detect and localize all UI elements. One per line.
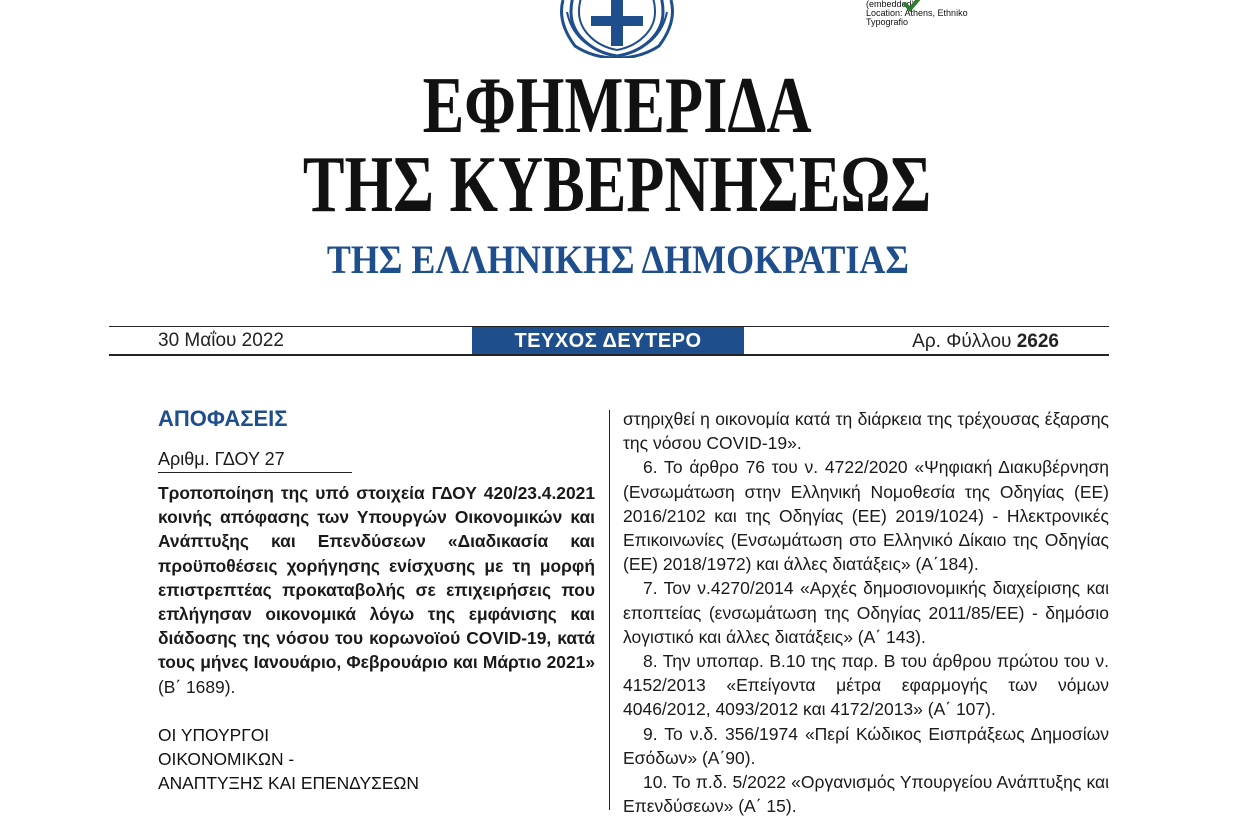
sheet-number-value: 2626	[1016, 331, 1059, 352]
masthead-title-line2: ΤΗΣ ΚΥΒΕΡΝΗΣΕΩΣ	[302, 141, 932, 229]
sheet-number	[912, 331, 1059, 353]
decision-title-text: Τροποποίηση της υπό στοιχεία ΓΔΟΥ 420/23.4.2021 κοινής απόφασης των Υπουργών Οικονομικών και Ανάπτυξης και Επενδύσεων «Διαδικασία και προϋποθέσεις χορήγησης ενίσχυσης με τη μορφή επιστρεπτέας προκαταβολής σε επιχειρήσεις που επλήγησαν οικονομικά λόγω της εμφάνισης και διάδοσης της νόσου του κορωνοϊού COVID-19, κατά τους μήνες Ιανουάριο, Φεβρουάριο και Μάρτιο 2021»	[158, 483, 595, 673]
left-column	[158, 404, 595, 795]
masthead-subtitle: ΤΗΣ ΕΛΛΗΝΙΚΗΣ ΔΗΜΟΚΡΑΤΙΑΣ	[326, 237, 909, 282]
ministers-line2: ΟΙΚΟΝΟΜΙΚΩΝ -	[158, 748, 295, 769]
ministers-heading	[158, 723, 595, 795]
list-item-10: 10. Το π.δ. 5/2022 «Οργανισμός Υπουργείου Ανάπτυξης και Επενδύσεων» (Α΄ 15).	[623, 772, 1109, 817]
ministers-line3: ΑΝΑΠΤΥΞΗΣ ΚΑΙ ΕΠΕΝΔΥΣΕΩΝ	[158, 772, 419, 793]
issue-type-badge: ΤΕΥΧΟΣ ΔΕΥΤΕΡΟ	[472, 327, 744, 354]
issue-date: 30 Μαΐου 2022	[158, 330, 284, 351]
digital-signature	[866, 0, 968, 27]
list-item-6: 6. Το άρθρο 76 του ν. 4722/2020 «Ψηφιακή Διακυβέρνηση (Ενσωμάτωση στην Ελληνική Νομοθεσία της Οδηγίας (ΕΕ) 2016/2102 και της Οδηγίας (ΕΕ) 2019/1024) - Ηλεκτρονικές Επικοινωνίες (Ενσωμάτωση στο Ελληνικό Δίκαιο της Οδηγίας (ΕΕ) 2018/1972) και άλλες διατάξεις» (Α΄184).	[623, 457, 1109, 575]
continuation-paragraph: στηριχθεί η οικονομία κατά τη διάρκεια της τρέχουσας έξαρσης της νόσου COVID-19».	[623, 409, 1109, 454]
decision-title-reference: (Β΄ 1689).	[158, 676, 236, 697]
ministers-line1: ΟΙ ΥΠΟΥΡΓΟΙ	[158, 724, 270, 745]
signature-text: (embedded) Location: Athens, Ethniko Typografio	[866, 0, 968, 27]
masthead-title-line1: ΕΦΗΜΕΡΙΔΑ	[422, 62, 812, 150]
list-item-9: 9. Το ν.δ. 356/1974 «Περί Κώδικος Εισπράξεως Δημοσίων Εσόδων» (Α΄90).	[623, 723, 1109, 768]
decision-title	[158, 481, 595, 699]
issue-bar-bottom-rule	[109, 354, 1109, 356]
section-heading: ΑΠΟΦΑΣΕΙΣ	[158, 406, 288, 431]
list-item-7: 7. Τον ν.4270/2014 «Αρχές δημοσιονομικής διαχείρισης και εποπτείας (ενσωμάτωση της Οδηγίας 2011/85/ΕΕ) - δημόσιο λογιστικό και άλλες διατάξεις» (Α΄ 143).	[623, 578, 1109, 647]
coat-of-arms-icon	[553, 0, 681, 58]
decision-number: Αριθμ. ΓΔΟΥ 27	[158, 448, 352, 473]
sheet-label: Αρ. Φύλλου	[912, 331, 1012, 352]
column-divider	[609, 410, 610, 810]
list-item-8: 8. Την υποπαρ. Β.10 της παρ. Β του άρθρου πρώτου του ν. 4152/2013 «Επείγοντα μέτρα εφαρμογής των νόμων 4046/2012, 4093/2012 και 4172/2013» (Α΄ 107).	[623, 651, 1109, 720]
right-column	[623, 407, 1109, 818]
check-icon	[902, 0, 924, 12]
